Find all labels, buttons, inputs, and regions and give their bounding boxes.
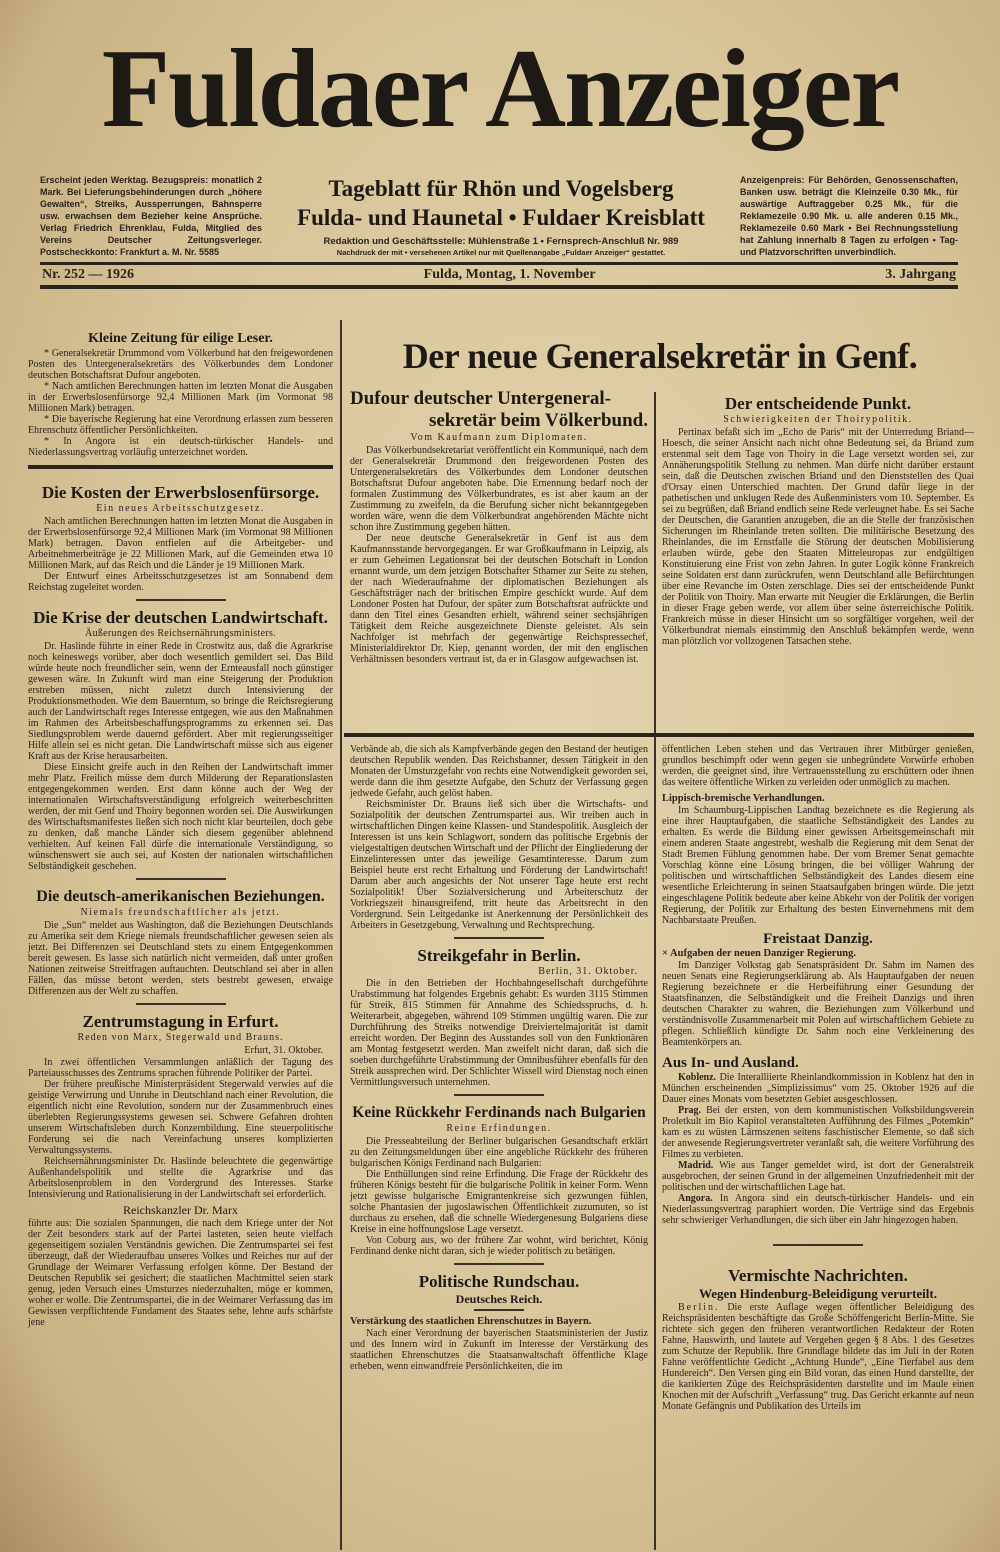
paragraph: Von Coburg aus, wo der frühere Zar wohnt, wird berichtet, König Ferdinand denke nicht daran, sich je wieder politisch zu betätigen.	[350, 1235, 648, 1257]
article-streik	[350, 946, 648, 1088]
dateline: Fulda, Montag, 1. November	[423, 267, 596, 282]
place: Prag.	[678, 1105, 702, 1116]
right-column-lower	[662, 744, 974, 1412]
tagline-1: Tageblatt für Rhön und Vogelsberg	[328, 176, 674, 201]
paragraph: Der Entwurf eines Arbeitsschutzgesetzes ist am Sonnabend dem Reichstag zugeleitet worden.	[28, 571, 333, 593]
divider	[454, 1263, 544, 1265]
editorial-address: Redaktion und Geschäftsstelle: Mühlenstraße 1 • Fernsprech-Anschluß Nr. 989	[323, 236, 679, 247]
article-dufour	[350, 388, 648, 665]
news-item: * Generalsekretär Drummond vom Völkerbund hat den freigewordenen Posten des Untergeneralsekretärs des Völkerbundes dem Londoner deutschen Botschaftsrat Dufour angeboten.	[28, 348, 333, 381]
news-text: Bei der ersten, von dem kommunistischen Volksbildungsverein Proletkult im Bio Kapitol veranstalteten Aufführung des Filmes „Potemkin“ kam es zu wüsten Lärmszenen seitens faschistischer Elemente, so daß sich der anwesende Regierungsvertreter veranlaßt sah, die weitere Vorführung des Filmes zu verbieten.	[662, 1105, 975, 1160]
divider	[28, 465, 333, 469]
news-item	[662, 1105, 974, 1160]
paragraph: Der frühere preußische Ministerpräsident Stegerwald verwies auf die geistige Verwirrung und Unruhe in Deutschland nach einer Revolution, die eigentlich nicht eine Revolution, sondern nur der Zusammenbruch eines überlebten Regierungssystems gewesen sei. Schwere Gefahren drohten unserem Wirtschaftsleben durch Konzernbildung. Eine steuerpolitische Forderung sei die nach Vereinfachung unseres komplizierten Verwaltungssystems.	[28, 1079, 333, 1156]
news-item: * Nach amtlichen Berechnungen hatten im letzten Monat die Ausgaben in der Erwerbslosenfürsorge 92,4 Millionen Mark (im Vormonat 98 Millionen Mark) betragen.	[28, 381, 333, 414]
paragraph: führte aus: Die sozialen Spannungen, die nach dem Kriege unter der Not der Zeit besonders stark auf der Partei lasteten, seien heute vielfach gegenseitigem sozialen Verständnis gewichen. Die Zentrumspartei sei fest überzeugt, daß der Wiederaufbau unseres Volkes und Reiches nur auf der Grundlage der Weimarer Verfassung erfolgen könne. Der Bestand der Deutschen Republik sei gesichert; die staatlichen Machtmittel seien stark genug, jeden Versuch eines Umsturzes niederzuhalten, möge er kommen, woher er wolle. Die Zentrumspartei, die in der Weimarer Verfassung das im Gewissen verpflichtende Fundament des Staates sehe, lehne aufs schärfste jene	[28, 1218, 333, 1328]
divider	[136, 878, 226, 880]
divider	[136, 599, 226, 601]
subscription-info: Erscheint jeden Werktag. Bezugspreis: monatlich 2 Mark. Bei Lieferungsbehinderungen durch „höhere Gewalten“, Streiks, Aussperrungen, Bahnsperre usw. erwachsen dem Bezieher keine Ansprüche. Verlag Friedrich Ehrenklau, Fulda, Mitglied des Vereins Deutscher Zeitungsverleger. Postscheckkonto: Frankfurt a. M. Nr. 5585	[40, 175, 262, 257]
paragraph-text: Die erste Auflage wegen öffentlicher Beleidigung des Reichspräsidenten beschäftigte das Große Schöffengericht Berlin-Mitte. Sie richtete sich gegen den früheren verantwortlichen Redakteur der Roten Fahne, Hauswirth, und lautete auf Vergehen gegen § 8 Abs. 1 des Gesetzes zum Schutze der Republik. Ihre Grundlage bildete das im Juli in der Roten Fahne veröffentlichte Gedicht „Achtung Hunde“, „Eine Tierfabel aus dem Hundereich“. Den Versen ging ein Bild voran, das einen Hund darstellte, der die karikierten Züge des Reichspräsidenten darstellte und im Maule einen Knochen mit der Aufschrift „Verfassung“ trug. Das Gericht erkannte auf neun Monate Gefängnis und Publikation des Urteils im	[662, 1302, 974, 1412]
subheading: Verstärkung des staatlichen Ehrenschutzes in Bayern.	[350, 1316, 592, 1327]
article-title: Die Krise der deutschen Landwirtschaft.	[33, 608, 328, 627]
article-title: Dufour deutscher Untergeneral-	[350, 388, 612, 409]
paragraph: Pertinax befaßt sich im „Echo de Paris“ mit der Unterredung Briand—Hoesch, die seiner Ansicht nach nicht ohne Bedeutung sei, da Briand zum erstenmal seit dem Tage von Thoiry in die Lage versetzt worden sei, zur Annäherungspolitik Stellung zu nehmen. Man dürfe nicht darüber erstaunt sein, daß die Deutschen zwischen Briand und den Dienststellen des Quai d'Orsay einen Unterschied machten. Der Grund dafür liege in der pathetischen und unklugen Rede des Außenministers vom 10. September. Es sei zu begrüßen, daß Briand endlich seine Rede verleugnet habe. Es sei Sache der Deutschen, die Garantien anzugeben, die an die Stelle der französischen Sicherungen im Rheinlande treten sollten. Die militärische Besetzung des Rheinlandes, die im Ernstfalle die Störung der deutschen Mobilisierung erlauben würde, gebe den Staaten Mitteleuropas zur endgültigen Konstituierung eine Frist von zehn Jahren. In guter Logik könne Frankreich seine Soldaten erst dann zurückrufen, wenn Deutschland alle Befürchtungen über eine Revanche im Osten zerschlage. Dies sei der entscheidende Punkt der Politik von Thoiry. Man erwarte mit Neugier die Erklärungen, die Berlin in dieser Frage geben werde, vor allem über seine österreichische Politik. Frankreich müsse in dieser Hinsicht um so sorgfältiger vorgehen, weil der Völkerbundrat niemals einstimmig den Anschluß bekämpfen werde, wenn man plötzlich vor vollzogenen Tatsachen stehe.	[662, 427, 974, 647]
article-title: Streikgefahr in Berlin.	[417, 946, 581, 965]
article-kleine-zeitung	[28, 330, 333, 458]
news-text: Die Interalliierte Rheinlandkommission in Koblenz hat den in München erscheinenden „Simplizissimus“ vom 25. Oktober 1926 auf die Dauer eines Monats vom besetzten Gebiet ausgeschlossen.	[662, 1072, 974, 1105]
article-title: sekretär beim Völkerbund.	[428, 410, 648, 431]
divider	[454, 937, 544, 939]
article-subtitle: Reden von Marx, Stegerwald und Brauns.	[77, 1032, 284, 1043]
paragraph: Die Enthüllungen sind reine Erfindung. Die Frage der Rückkehr des früheren Königs besteht für die bulgarische Politik in keiner Form. Wenn jetzt gewisse bulgarische Emigrantenkreise sich gezwungen fühlen, solche Phantasien der jugoslawischen Öffentlichkeit zuzumuten, so ist durchaus zu ersehen, daß die schnelle Wiedergenesung Bulgariens diese Kreise in eine hoffnungslose Lage versetzt.	[350, 1169, 648, 1235]
issue-number: Nr. 252 — 1926	[42, 267, 135, 282]
left-column	[28, 330, 333, 1328]
section-title: Freistaat Danzig.	[763, 931, 873, 947]
dateline: Berlin, 31. Oktober.	[538, 966, 638, 977]
paragraph	[662, 1302, 974, 1412]
place: Berlin.	[678, 1302, 720, 1313]
article-erfurt	[28, 1012, 333, 1328]
paragraph: Die in den Betrieben der Hochbahngesellschaft durchgeführte Urabstimmung hat folgendes Ergebnis gehabt: Es wurden 3115 Stimmen für Streik, 815 Stimmen für Annahme des Schiedsspruchs, d. h. Weiterarbeit, abgegeben, während 109 Stimmen ungültig waren. Die zur Durchführung des Streiks notwendige Dreiviertelmajorität ist damit erreicht worden. Der Beginn des Ausstandes soll von den Funktionären am Montag festgesetzt werden. Man zweifelt nicht daran, daß sich die soeben durchgeführte Urabstimmung der Omnibusführer ebenfalls für den Streik aussprechen wird. Der Schlichter Wissell wird Dienstag noch einen Vermittlungsversuch unternehmen.	[350, 978, 648, 1088]
tagline-2: Fulda- und Haunetal • Fuldaer Kreisblatt	[297, 205, 705, 230]
subheading: Lippisch-bremische Verhandlungen.	[662, 793, 825, 804]
article-punkt	[662, 394, 974, 647]
dateline: Erfurt, 31. Oktober.	[244, 1045, 323, 1056]
paragraph: Das Völkerbundsekretariat veröffentlicht ein Kommuniqué, nach dem der Generalsekretär Drummond den freigewordenen Posten des Untergeneralsekretärs des Völkerbundes dem Londoner deutschen Botschaftsrat Dufour angeboten habe. Die Ernennung bedarf noch der formalen Zustimmung des Völkerbundrates, es ist aber kaum an der Zustimmung zu zweifeln, da die Berufung sicher nicht bekanntgegeben worden wäre, wenn die dem Völkerbundrat angehörenden Mächte nicht schon ihre Zustimmung gegeben hätten.	[350, 445, 648, 533]
place: Madrid.	[678, 1160, 714, 1171]
volume: 3. Jahrgang	[885, 267, 956, 282]
article-title: Wegen Hindenburg-Beleidigung verurteilt.	[699, 1286, 937, 1301]
news-item: * Die bayerische Regierung hat eine Verordnung erlassen zum besseren Ehrenschutz öffentlicher Persönlichkeiten.	[28, 414, 333, 436]
paragraph: Die „Sun“ meldet aus Washington, daß die Beziehungen Deutschlands zu Amerika seit dem Kriege niemals freundschaftlicher gewesen seien als jetzt. Bei Differenzen sei Deutschland stets zu einem Entgegenkommen bereit gewesen. Es lasse sich natürlich nicht vermeiden, daß unter großen Nationen zeitweise Streitfragen auftauchten. Deutschland sei aber in allen Fällen, das müsse betont werden, stets bestrebt gewesen, etwaige Differenzen aus der Welt zu schaffen.	[28, 920, 333, 997]
paragraph: Verbände ab, die sich als Kampfverbände gegen den Bestand der heutigen deutschen Republik wenden. Das Reichsbanner, dessen Tätigkeit in den Monaten der Umsturzgefahr von rechts eine Notwendigkeit geworden sei, werde dann die ihm gesetzte Aufgabe, den Schutz der Verfassung gegen jedwede Gefahr, auch gelöst haben.	[350, 744, 648, 799]
section-heading: Reichskanzler Dr. Marx	[123, 1203, 238, 1217]
article-ferdinand	[350, 1103, 648, 1257]
main-headline: Der neue Generalsekretär in Genf.	[402, 336, 918, 376]
newspaper-title: Fuldaer Anzeiger	[101, 27, 899, 151]
column-divider	[654, 392, 656, 1550]
article-title: Die deutsch-amerikanischen Beziehungen.	[36, 888, 325, 905]
paragraph: Nach amtlichen Berechnungen hatten im letzten Monat die Ausgaben in der Erwerbslosenfürsorge 92,4 Millionen Mark (im Vormonat 98 Millionen Mark) betragen. Davon entfielen auf die Arbeitgeber- und Arbeitnehmerbeiträge je 22 Millionen Mark, auf die Gemeinden etwa 10 Millionen Mark, auf das Reich und die Länder je 19 Millionen Mark.	[28, 516, 333, 571]
section-danzig	[662, 930, 974, 1048]
article-kosten	[28, 483, 333, 593]
article-subtitle: Niemals freundschaftlicher als jetzt.	[80, 907, 281, 918]
paragraph: Die Presseabteilung der Berliner bulgarischen Gesandtschaft erklärt zu den Zeitungsmeldungen über eine angebliche Rückkehr des früheren bulgarischen Königs Ferdinand nach Bulgarien:	[350, 1136, 648, 1169]
section-title: Aus In- und Ausland.	[662, 1055, 799, 1071]
paragraph: Nach einer Verordnung der bayerischen Staatsministerien der Justiz und des Innern wird in Zukunft im Interesse der Verstärkung des staatlichen Ehrenschutzes die Staatsanwaltschaft öffentliche Klage erheben, wenn einwandfreie Persönlichkeiten, die im	[350, 1328, 648, 1372]
subheading: × Aufgaben der neuen Danziger Regierung.	[662, 948, 857, 959]
news-item: * In Angora ist ein deutsch-türkischer Handels- und Niederlassungsvertrag vorläufig unterzeichnet worden.	[28, 436, 333, 458]
section-ausland	[662, 1054, 974, 1226]
news-text: Wie aus Tanger gemeldet wird, ist dort der Generalstreik ausgebrochen, der seinen Grund in der allgemeinen Unzufriedenheit mit der politischen und der wirtschaftlichen Lage hat.	[662, 1160, 974, 1193]
paragraph: Dr. Haslinde führte in einer Rede in Crostwitz aus, daß die Agrarkrise noch keineswegs vorüber, aber doch wesentlich gemildert sei. Das Bild würde heute noch freundlicher sein, wenn der Ernteausfall noch günstiger gewesen wäre. In Zukunft wird man eine Steigerung der Produktion erstreben müssen, nicht zuletzt durch Intensivierung der Produktionsmethoden. Wie dem Bauerntum, so bringe die Reichsregierung auch der Landwirtschaft reges Interesse entgegen, wie aus den Maßnahmen im Rahmen des Arbeitsbeschaffungsprogramms zu erkennen sei. Das Siedlungsproblem werde dauernd gefördert. Aber mit regierungsseitiger Hilfe allein sei es nicht getan. Die Landwirtschaft müsse sich aus eigener Kraft aus der Krise herausarbeiten.	[28, 641, 333, 762]
place: Koblenz.	[678, 1072, 717, 1083]
paragraph: Reichsernährungsminister Dr. Haslinde beleuchtete die gegenwärtige Außenhandelspolitik und stellte die Agrarkrise und das Arbeitslosenproblem in den Vordergrund des Interesses. Starke Intensivierung und Rationalisierung in der Landwirtschaft sei erforderlich.	[28, 1156, 333, 1200]
divider	[454, 1094, 544, 1096]
masthead-info	[40, 174, 958, 289]
section-vermischte	[662, 1266, 974, 1412]
advertising-rates: Anzeigenpreis: Für Behörden, Genossenschaften, Banken usw. beträgt die Kleinzeile 0.30 Mk., für auswärtige Auftraggeber 0.25 Mk., für die Reklamezeile 0.90 Mk. u. alle anderen 0.15 Mk., Reklamezeile 0.60 Mark • Bei Rechnungsstellung hat Zahlung innerhalb 8 Tagen zu erfolgen • Tag- und Platzvorschriften unverbindlich.	[740, 175, 958, 257]
article-subtitle: Äußerungen des Reichsernährungsministers.	[85, 628, 276, 639]
place: Angora.	[678, 1193, 713, 1204]
divider	[40, 285, 958, 289]
section-title: Politische Rundschau.	[418, 1272, 580, 1291]
reprint-notice: Nachdruck der mit • versehenen Artikel nur mit Quellenangabe „Fuldaer Anzeiger“ gestattet.	[336, 248, 666, 257]
article-krise	[28, 608, 333, 872]
paragraph: Im Danziger Volkstag gab Senatspräsident Dr. Sahm im Namen des neuen Senats eine Regierungserklärung ab. Als Hauptaufgaben der neuen Regierung bezeichnete er die Herbeiführung einer Gesundung der Staatsfinanzen, die Selbständigkeit und die Freiheit Danzigs und ihren deutschen Charakter zu wahren, die Beziehungen zum Völkerbund und verständnisvolle Zusammenarbeit mit Polen auf wirtschaftlichem Gebiete zu pflegen. Schließlich kündigte Dr. Sahm noch eine Verkleinerung des Beamtenkörpers an.	[662, 960, 974, 1048]
dateline-row	[40, 265, 958, 285]
paragraph: Diese Einsicht greife auch in den Reihen der Landwirtschaft immer mehr Platz. Freilich müsse dem durch Milderung der Reparationslasten entgegengekommen werden. Erst dann könne auch der Weg der internationalen Wirtschaftsverständigung erfolgreich weiterbeschritten werden, der mit Genf und Thoiry begonnen worden sei. Die Auswirkungen des Wirtschaftsmanifestes ließen sich noch nicht klar beurteilen, doch gebe zu denken, daß manche Länder sich diesem gegenüber ablehnend verhielten. Auf keinen Fall dürfe die internationale Verständigung, so wünschenswert sie auch sei, auf Kosten der nationalen wirtschaftlichen Selbständigkeit geschehen.	[28, 762, 333, 872]
section-rundschau	[350, 1272, 648, 1372]
divider	[136, 1003, 226, 1005]
article-title: Zentrumstagung in Erfurt.	[82, 1012, 279, 1031]
article-subtitle: Schwierigkeiten der Thoirypolitik.	[723, 414, 913, 425]
article-subtitle: Vom Kaufmann zum Diplomaten.	[410, 432, 588, 443]
paragraph: Der neue deutsche Generalsekretär in Genf ist aus dem Kaufmannsstande hervorgegangen. Er war Großkaufmann in Leipzig, als er zum Geheimen Legationsrat bei der deutschen Botschaft in London ernannt wurde, um dem jetzigen Botschafter Sthamer zur Seite zu stehen, der nach Wiederaufnahme der diplomatischen Beziehungen als Geschäftsträger nach der britischen Empire geschickt wurde. Auf dem Londoner Posten hat Dufour, der später zum Botschaftsrat aufrückte und dann den Titel eines Gesandten erhielt, während seiner sechsjährigen Tätigkeit dem Reiche ausgezeichnete Dienste geleistet. Als sein Nachfolger ist mehrfach der gegenwärtige Reichspressechef, Ministerialdirektor Dr. Kiep, genannt worden, der mit den englischen Verhältnissen besonders vertraut ist, da er in Glasgow aufgewachsen ist.	[350, 533, 648, 665]
divider	[344, 733, 974, 737]
news-item	[662, 1160, 974, 1193]
article-subtitle: Reine Erfindungen.	[446, 1123, 552, 1134]
divider	[474, 1309, 524, 1311]
article-title: Keine Rückkehr Ferdinands nach Bulgarien	[352, 1104, 646, 1121]
news-item	[662, 1072, 974, 1105]
paragraph: Reichsminister Dr. Brauns ließ sich über die Wirtschafts- und Sozialpolitik der deutschen Zentrumspartei aus. Wir treiben auch in wirtschaftlichen Dingen keine Klassen- und Standespolitik. Ausgleich der Interessen ist uns kein Schlagwort, sondern das politische Ergebnis der vielgestaltigen deutschen Wirtschaft und der Pflicht der Eingliederung der Einzelinteressen unter das jeweilige Gesamtinteresse. Darum zum Beispiel heute erst recht Erhaltung und Förderung der Landwirtschaft! Darum aber auch angesichts der Not unserer Tage heute erst recht Sozialpolitik! Über Sozialversicherung und Arbeiterschutz der Vorkriegszeit hinausgreifend, tritt heute das Arbeitsrecht in den Vordergrund. Sein Leitgedanke ist Anerkennung der Persönlichkeit des Arbeiters in Gesetzgebung, Verwaltung und Rechtsprechung.	[350, 799, 648, 931]
article-title: Der entscheidende Punkt.	[724, 394, 912, 413]
middle-column-lower	[350, 744, 648, 1372]
paragraph: In zwei öffentlichen Versammlungen anläßlich der Tagung des Parteiausschusses des Zentrums sprachen führende Politiker der Partei.	[28, 1057, 333, 1079]
section-title: Vermischte Nachrichten.	[728, 1266, 908, 1285]
article-title: Die Kosten der Erwerbslosenfürsorge.	[41, 483, 320, 502]
article-subtitle: Ein neues Arbeitsschutzgesetz.	[96, 503, 265, 514]
news-text: In Angora sind ein deutsch-türkischer Handels- und ein Niederlassungsvertrag paraphiert worden. Die Verträge sind das Ergebnis sehr schwieriger Verhandlungen, die sich über ein Jahr hingezogen haben.	[662, 1193, 974, 1226]
masthead-center	[276, 174, 726, 258]
section-subtitle: Deutsches Reich.	[455, 1292, 543, 1306]
divider	[773, 1244, 863, 1246]
article-amerika	[28, 887, 333, 997]
paragraph: öffentlichen Leben stehen und das Vertrauen ihrer Mitbürger genießen, grundlos beschimpft oder wenn gegen sie unbegründete Vorwürfe erhoben werden, die geeignet sind, ihre Vertrauensstellung zu erschüttern oder ihnen das weitere öffentliche Wirken zu verleiden oder unmöglich zu machen.	[662, 744, 974, 788]
paragraph: Im Schaumburg-Lippischen Landtag bezeichnete es die Regierung als eine ihrer Hauptaufgaben, die staatliche Selbständigkeit des Landes zu erhalten. Es werde die Bildung einer gewissen Arbeitsgemeinschaft mit einem anderen Staate angestrebt, weshalb die Regierung mit dem Senat der Stadt Bremen Fühlung genommen habe. Der vom Bremer Senat gemachte Vorschlag könne eine Lösung bringen, die bei völliger Wahrung der politischen und wirtschaftlichen Selbständigkeit des Landes diesem eine wesentliche Erleichterung in seinen Staatsaufgaben bringen würde. Die jetzt eingeschlagene Politik bedeute aber keine Abkehr von der Politik der vorigen Regierung, der Politik zur Erhaltung des besten Einvernehmens mit dem Nachbarstaate Preußen.	[662, 805, 974, 926]
article-title: Kleine Zeitung für eilige Leser.	[88, 331, 273, 346]
column-divider	[340, 320, 342, 1550]
news-item	[662, 1193, 974, 1226]
